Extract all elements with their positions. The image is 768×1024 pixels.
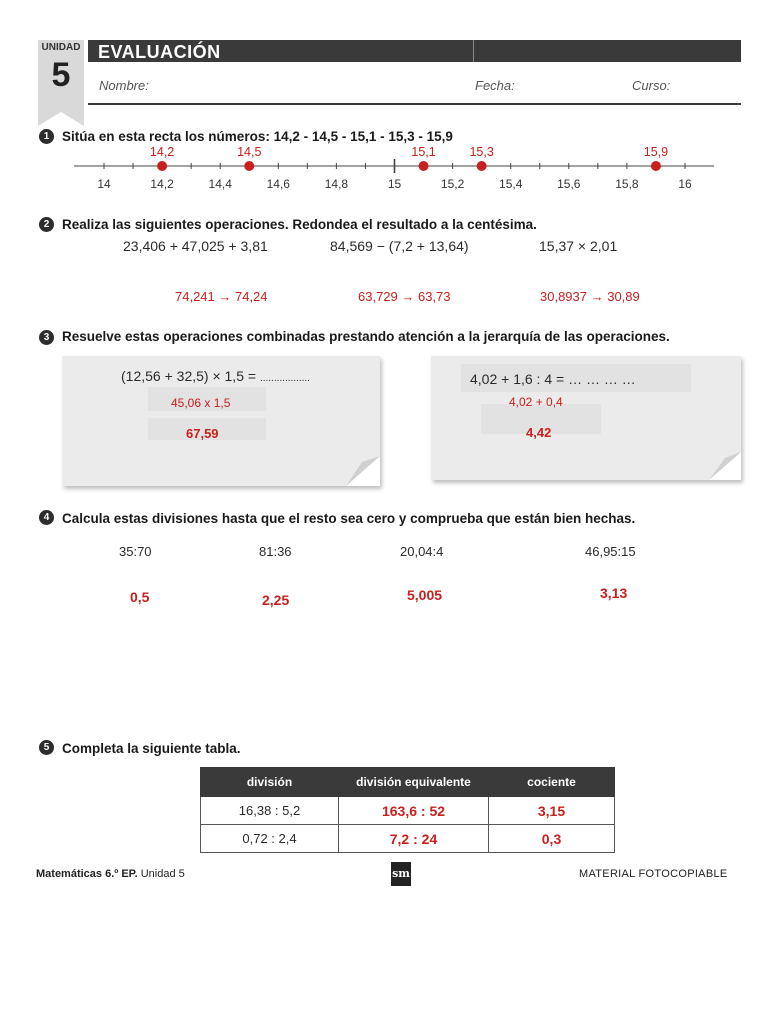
table-header-equivalent: división equivalente [339, 768, 489, 797]
table-cell-quotient: 3,15 [489, 797, 615, 825]
card-2-step: 4,02 + 0,4 [509, 395, 563, 409]
number-line-point-label: 14,2 [149, 145, 175, 159]
title-bar [88, 40, 741, 62]
number-line-tick-label: 15,4 [499, 177, 523, 191]
unit-label: UNIDAD [41, 42, 81, 53]
number-line-point-label: 15,9 [643, 145, 669, 159]
number-line-tick-label: 14 [97, 177, 111, 191]
number-line [70, 140, 730, 200]
number-line-svg [70, 140, 730, 200]
number-line-tick-label: 14,4 [208, 177, 232, 191]
division-2: 81:36 [259, 544, 292, 559]
equivalent-division-table [200, 767, 615, 853]
number-line-tick-label: 14,2 [150, 177, 174, 191]
table-row [201, 797, 615, 825]
number-line-tick-label: 15,6 [557, 177, 581, 191]
table-cell-division: 0,72 : 2,4 [201, 825, 339, 853]
question-2-text: Realiza las siguientes operaciones. Redondea el resultado a la centésima. [62, 217, 537, 232]
question-number-5: 5 [39, 740, 54, 755]
division-1: 35:70 [119, 544, 152, 559]
note-card-1 [62, 356, 380, 486]
table-cell-quotient: 0,3 [489, 825, 615, 853]
date-field-label: Fecha: [475, 78, 515, 93]
operation-1: 23,406 + 47,025 + 3,81 [123, 238, 268, 254]
operation-2-answer: 63,729 → 63,73 [358, 289, 451, 304]
number-line-point [651, 161, 661, 171]
operation-3: 15,37 × 2,01 [539, 238, 618, 254]
footer-book-title: Matemáticas 6.º EP. [36, 868, 138, 880]
table-header-division: división [201, 768, 339, 797]
unit-tab [38, 40, 84, 112]
card-1-expression [121, 368, 310, 384]
card-1-result: 67,59 [186, 426, 219, 441]
number-line-tick-label: 15 [387, 177, 402, 191]
division-3: 20,04:4 [400, 544, 444, 559]
number-line-point-label: 15,3 [469, 145, 494, 159]
question-1-text: Sitúa en esta recta los números: 14,2 - 14,5 - 15,1 - 15,3 - 15,9 [62, 129, 453, 144]
number-line-point-label: 14,5 [237, 145, 262, 159]
header-rule [88, 103, 741, 105]
number-line-point [477, 161, 487, 171]
card-2-answer-blank: … … … … [568, 371, 636, 387]
question-number-1: 1 [39, 129, 54, 144]
question-number-3: 3 [39, 330, 54, 345]
card-1-step: 45,06 x 1,5 [171, 396, 231, 410]
number-line-point [244, 161, 254, 171]
table-header-quotient: cociente [489, 768, 615, 797]
footer-photocopiable: MATERIAL FOTOCOPIABLE [579, 868, 728, 880]
number-line-point [157, 161, 167, 171]
card-2-curl [701, 452, 741, 480]
card-2-expression-text: 4,02 + 1,6 : 4 = [470, 371, 569, 387]
table-cell-equivalent: 163,6 : 52 [339, 797, 489, 825]
card-2-expression [470, 371, 636, 387]
table-header-row [201, 768, 615, 797]
number-line-tick-label: 15,2 [440, 177, 465, 191]
number-line-point [419, 161, 429, 171]
operation-1-answer: 74,241 → 74,24 [175, 289, 268, 304]
page-title: EVALUACIÓN [98, 42, 221, 62]
table-cell-division: 16,38 : 5,2 [201, 797, 339, 825]
question-number-4: 4 [39, 510, 54, 525]
number-line-tick-label: 16 [678, 177, 692, 191]
name-field-label: Nombre: [99, 78, 149, 93]
operation-2: 84,569 − (7,2 + 13,64) [330, 238, 469, 254]
title-divider [473, 40, 474, 62]
number-line-tick-label: 14,6 [266, 177, 290, 191]
publisher-logo: sm [391, 862, 411, 886]
table-cell-equivalent: 7,2 : 24 [339, 825, 489, 853]
question-3-text: Resuelve estas operaciones combinadas prestando atención a la jerarquía de las operaciones. [62, 329, 670, 344]
question-5-text: Completa la siguiente tabla. [62, 741, 241, 756]
question-4-text: Calcula estas divisiones hasta que el resto sea cero y comprueba que están bien hechas. [62, 511, 636, 526]
course-field-label: Curso: [632, 78, 671, 93]
number-line-tick-label: 15,8 [615, 177, 639, 191]
card-1-answer-blank: .................. [259, 373, 310, 384]
number-line-tick-label: 14,8 [324, 177, 349, 191]
division-3-result: 5,005 [407, 587, 443, 603]
card-1-expression-text: (12,56 + 32,5) × 1,5 = [121, 368, 260, 384]
division-4: 46,95:15 [585, 544, 636, 559]
card-1-curl [336, 456, 380, 486]
footer-book-info [36, 868, 185, 880]
note-card-2 [431, 356, 741, 480]
card-2-result: 4,42 [526, 425, 552, 440]
unit-number: 5 [51, 56, 71, 94]
footer-unit: Unidad 5 [140, 868, 185, 880]
division-2-result: 2,25 [262, 592, 290, 608]
division-1-result: 0,5 [130, 589, 150, 605]
table-row [201, 825, 615, 853]
operation-3-answer: 30,8937 → 30,89 [540, 289, 640, 304]
number-line-point-label: 15,1 [411, 145, 436, 159]
question-number-2: 2 [39, 217, 54, 232]
division-4-result: 3,13 [600, 585, 628, 601]
